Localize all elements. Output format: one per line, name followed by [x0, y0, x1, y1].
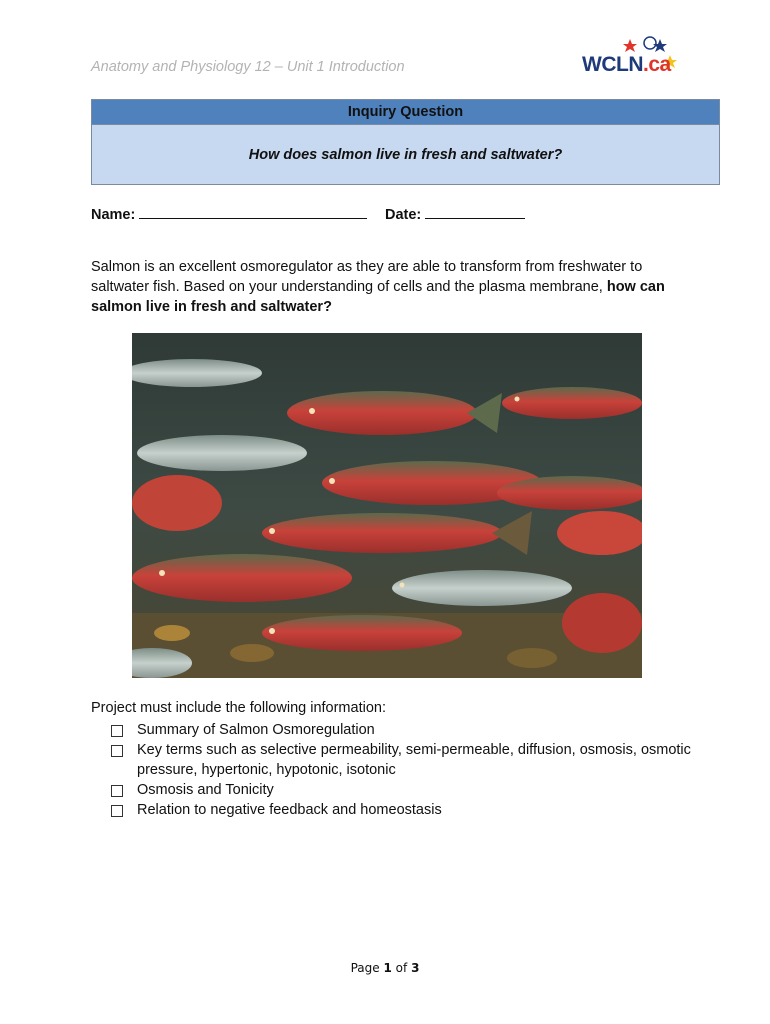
- list-item: Key terms such as selective permeability, semi-permeable, diffusion, osmosis, osmotic pressure, hypertonic, hypotonic, isotonic: [111, 740, 691, 780]
- project-intro: Project must include the following information:: [91, 700, 386, 716]
- wcln-logo: [580, 33, 680, 79]
- salmon-school-image: [132, 333, 642, 678]
- name-label: Name:: [91, 207, 136, 223]
- list-item: Summary of Salmon Osmoregulation: [111, 720, 691, 740]
- date-field[interactable]: [385, 204, 525, 223]
- inquiry-box: [91, 99, 720, 185]
- intro-paragraph: [91, 257, 681, 317]
- intro-text: Salmon is an excellent osmoregulator as they are able to transform from freshwater to saltwater fish. Based on your understanding of cells and the plasma membrane,: [91, 259, 643, 295]
- page-footer: Page 1 of 3: [350, 961, 420, 975]
- name-blank[interactable]: [139, 204, 367, 219]
- requirements-list: [111, 720, 691, 820]
- inquiry-question: How does salmon live in fresh and saltwater?: [248, 146, 563, 163]
- checkbox-icon[interactable]: [111, 745, 123, 757]
- checkbox-icon[interactable]: [111, 785, 123, 797]
- date-blank[interactable]: [425, 204, 525, 219]
- checkbox-icon[interactable]: [111, 805, 123, 817]
- list-item: Relation to negative feedback and homeostasis: [111, 800, 691, 820]
- salmon-photo: [132, 333, 642, 678]
- name-field[interactable]: [91, 204, 367, 223]
- date-label: Date:: [385, 207, 422, 223]
- logo-wordmark: WCLN.ca: [582, 53, 671, 76]
- course-title: Anatomy and Physiology 12 – Unit 1 Introduction: [91, 59, 405, 75]
- list-item: Osmosis and Tonicity: [111, 780, 691, 800]
- intro-bold-question: how can salmon live in fresh and saltwater?: [91, 279, 665, 315]
- inquiry-heading: Inquiry Question: [92, 100, 719, 125]
- checkbox-icon[interactable]: [111, 725, 123, 737]
